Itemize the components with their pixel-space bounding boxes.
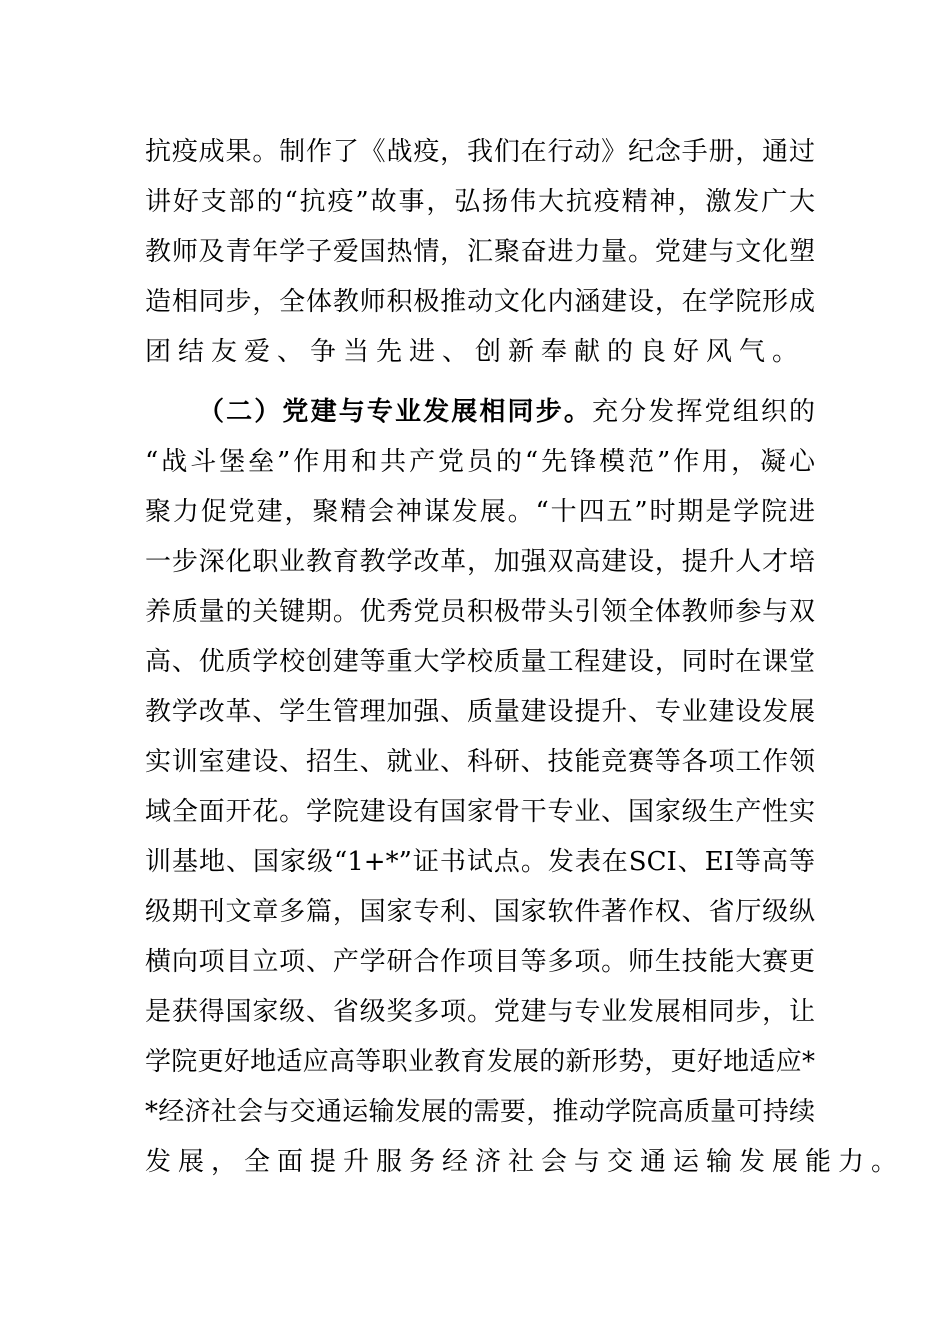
paragraph-2-line-13: 是获得国家级、省级奖多项。党建与专业发展相同步，让 [145,997,815,1027]
paragraph-2-line-12: 横向项目立项、产学研合作项目等多项。师生技能大赛更 [145,947,815,977]
paragraph-2-line-8: 实训室建设、招生、就业、科研、技能竞赛等各项工作领 [145,747,815,777]
paragraph-2-line-11: 级期刊文章多篇，国家专利、国家软件著作权、省厅级纵 [145,897,815,927]
paragraph-2-line-15: *经济社会与交通运输发展的需要，推动学院高质量可持续 [145,1097,815,1127]
paragraph-2-line-3: 聚力促党建，聚精会神谋发展。“十四五”时期是学院进 [145,497,815,527]
paragraph-2-line-16: 发展，全面提升服务经济社会与交通运输发展能力。 [145,1147,905,1177]
paragraph-1-line-3: 教师及青年学子爱国热情，汇聚奋进力量。党建与文化塑 [145,237,815,267]
paragraph-2-line-7: 教学改革、学生管理加强、质量建设提升、专业建设发展 [145,697,815,727]
paragraph-2-line-10: 训基地、国家级“1+*”证书试点。发表在SCI、EI等高等 [145,847,815,877]
paragraph-2-line-6: 高、优质学校创建等重大学校质量工程建设，同时在课堂 [145,647,815,677]
paragraph-2-first-line-rest: 充分发挥党组织的 [591,397,815,427]
paragraph-1-line-2: 讲好支部的“抗疫”故事，弘扬伟大抗疫精神，激发广大 [145,187,815,217]
paragraph-1-line-5: 团结友爱、争当先进、创新奉献的良好风气。 [145,337,806,367]
paragraph-2-line-14: 学院更好地适应高等职业教育发展的新形势，更好地适应* [145,1047,815,1077]
paragraph-1-line-1: 抗疫成果。制作了《战疫，我们在行动》纪念手册，通过 [145,137,815,167]
paragraph-2-line-5: 养质量的关键期。优秀党员积极带头引领全体教师参与双 [145,597,815,627]
section-heading: （二）党建与专业发展相同步。 [198,397,592,427]
paragraph-1-line-4: 造相同步，全体教师积极推动文化内涵建设，在学院形成 [145,287,815,317]
paragraph-2-line-9: 域全面开花。学院建设有国家骨干专业、国家级生产性实 [145,797,815,827]
paragraph-2-line-2: “战斗堡垒”作用和共产党员的“先锋模范”作用，凝心 [145,447,815,477]
paragraph-2-line-4: 一步深化职业教育教学改革，加强双高建设，提升人才培 [145,547,815,577]
paragraph-2-first-line [198,392,815,432]
